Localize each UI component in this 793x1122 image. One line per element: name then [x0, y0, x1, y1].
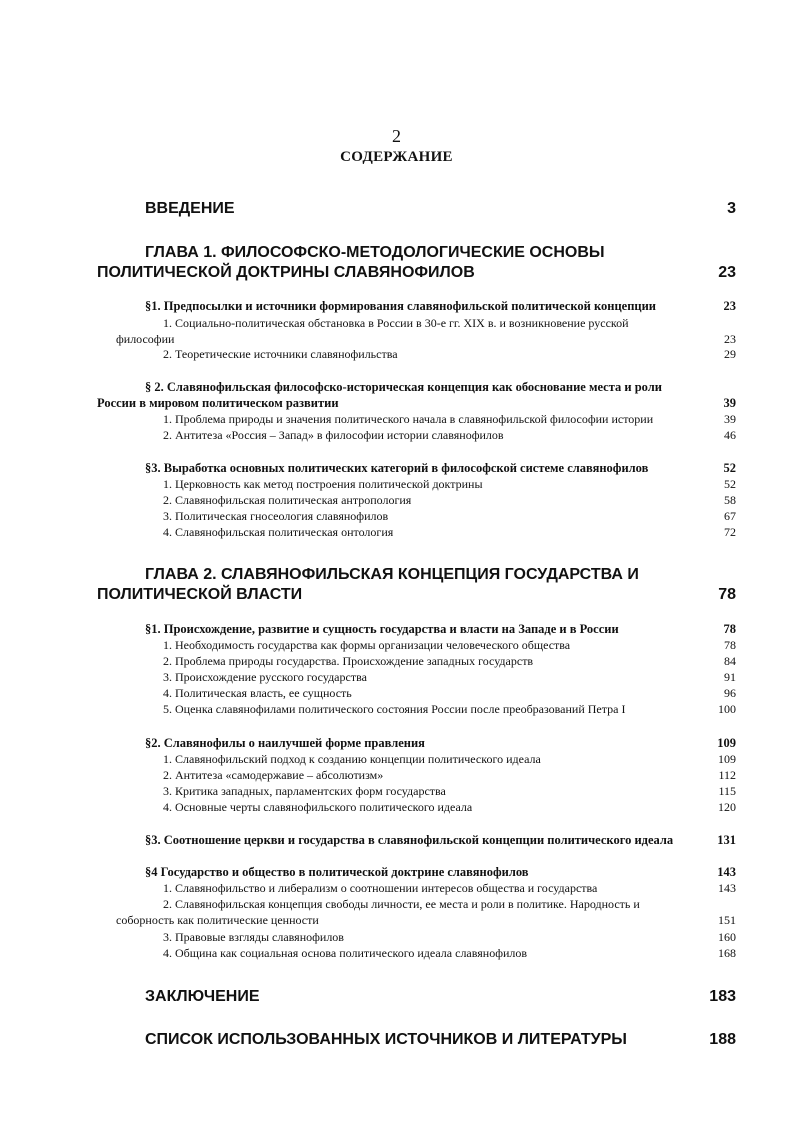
ch1-s1-item2: 2. Теоретические источники славянофильства — [163, 347, 398, 361]
ch2-s4-item1: 1. Славянофильство и либерализм о соотношении интересов общества и государства — [163, 881, 598, 895]
ch1-s2-item1-page: 39 — [724, 412, 736, 426]
ch2-s4-item4: 4. Община как социальная основа политического идеала славянофилов — [163, 946, 528, 960]
ch2-s3-title: §3. Соотношение церкви и государства в славянофильской концепции политического идеала — [145, 833, 674, 847]
ch2-s2-item4: 4. Основные черты славянофильского политического идеала — [163, 800, 473, 814]
ch2-s4-item2-line1: 2. Славянофильская концепция свободы личности, ее места и роли в политике. Народность и — [163, 897, 640, 911]
ch1-s1-title: §1. Предпосылки и источники формирования славянофильской политической концепции — [145, 299, 657, 313]
ch1-s3-title: §3. Выработка основных политических категорий в философской системе славянофилов — [145, 461, 649, 475]
ch1-s1-item1-line1: 1. Социально-политическая обстановка в России в 30-е гг. XIX в. и возникновение русской — [163, 316, 629, 330]
ch2-s1-item4-page: 96 — [724, 686, 736, 700]
page-title: СОДЕРЖАНИЕ — [340, 149, 453, 165]
ch2-s4-item1-page: 143 — [718, 881, 736, 895]
ch2-s1-item3: 3. Происхождение русского государства — [163, 670, 367, 684]
ch2-s4-title: §4 Государство и общество в политической доктрине славянофилов — [145, 865, 529, 879]
chapter2-title-line1: ГЛАВА 2. СЛАВЯНОФИЛЬСКАЯ КОНЦЕПЦИЯ ГОСУДАРСТВА И — [145, 566, 639, 583]
ch2-s2-title: §2. Славянофилы о наилучшей форме правления — [145, 736, 425, 750]
ch2-s1-item1: 1. Необходимость государства как формы организации человеческого общества — [163, 638, 571, 652]
ch2-s1-title: §1. Происхождение, развитие и сущность государства и власти на Западе и в России — [145, 622, 619, 636]
ch2-s4-item3: 3. Правовые взгляды славянофилов — [163, 930, 344, 944]
ch2-s4-item2-page: 151 — [718, 913, 736, 927]
toc-sources-title: СПИСОК ИСПОЛЬЗОВАННЫХ ИСТОЧНИКОВ И ЛИТЕРАТУРЫ — [145, 1031, 627, 1048]
chapter2-title-line2: ПОЛИТИЧЕСКОЙ ВЛАСТИ — [97, 586, 303, 603]
ch1-s2-page: 39 — [723, 396, 736, 410]
ch2-s2-item1-page: 109 — [718, 752, 736, 766]
ch2-s2-item3: 3. Критика западных, парламентских форм государства — [163, 784, 446, 798]
ch2-s1-item2: 2. Проблема природы государства. Происхождение западных государств — [163, 654, 534, 668]
ch1-s1-item1-page: 23 — [724, 332, 736, 346]
toc-intro-page: 3 — [727, 200, 736, 217]
ch2-s1-item4: 4. Политическая власть, ее сущность — [163, 686, 352, 700]
ch2-s2-page: 109 — [717, 736, 736, 750]
ch1-s1-item2-page: 29 — [724, 347, 736, 361]
ch2-s4-item3-page: 160 — [718, 930, 736, 944]
ch1-s3-item4-page: 72 — [724, 525, 736, 539]
ch2-s1-item1-page: 78 — [724, 638, 736, 652]
ch1-s1-page: 23 — [723, 299, 736, 313]
page-number: 2 — [392, 126, 401, 146]
ch2-s4-item4-page: 168 — [718, 946, 736, 960]
ch1-s3-item1-page: 52 — [724, 477, 736, 491]
ch1-s3-item2-page: 58 — [724, 493, 736, 507]
chapter1-title-line1: ГЛАВА 1. ФИЛОСОФСКО-МЕТОДОЛОГИЧЕСКИЕ ОСНОВЫ — [145, 244, 605, 261]
ch2-s2-item1: 1. Славянофильский подход к созданию концепции политического идеала — [163, 752, 541, 766]
ch1-s2-item1: 1. Проблема природы и значения политического начала в славянофильской философии истории — [163, 412, 654, 426]
chapter1-title-line2: ПОЛИТИЧЕСКОЙ ДОКТРИНЫ СЛАВЯНОФИЛОВ — [97, 264, 475, 281]
toc-sources-page: 188 — [709, 1031, 736, 1048]
ch1-s2-title-line2: России в мировом политическом развитии — [97, 396, 339, 410]
ch1-s2-title-line1: § 2. Славянофильская философско-историческая концепция как обоснование места и роли — [145, 380, 662, 394]
toc-intro-title: ВВЕДЕНИЕ — [145, 200, 235, 217]
ch2-s3-page: 131 — [717, 833, 736, 847]
ch2-s4-page: 143 — [717, 865, 736, 879]
ch1-s3-item2: 2. Славянофильская политическая антропология — [163, 493, 412, 507]
ch1-s3-page: 52 — [723, 461, 736, 475]
ch2-s4-item2-line2: соборность как политические ценности — [116, 913, 319, 927]
ch2-s1-item3-page: 91 — [724, 670, 736, 684]
chapter2-page: 78 — [718, 586, 736, 603]
ch1-s1-item1-line2: философии — [116, 332, 175, 346]
ch1-s3-item3-page: 67 — [724, 509, 736, 523]
ch1-s2-item2-page: 46 — [724, 428, 736, 442]
ch2-s2-item3-page: 115 — [718, 784, 736, 798]
toc-conclusion-title: ЗАКЛЮЧЕНИЕ — [145, 988, 260, 1005]
ch2-s2-item4-page: 120 — [718, 800, 736, 814]
ch2-s2-item2-page: 112 — [718, 768, 736, 782]
ch1-s3-item1: 1. Церковность как метод построения политической доктрины — [163, 477, 483, 491]
ch1-s3-item3: 3. Политическая гносеология славянофилов — [163, 509, 389, 523]
ch2-s1-item2-page: 84 — [724, 654, 736, 668]
toc-conclusion-page: 183 — [709, 988, 736, 1005]
ch1-s2-item2: 2. Антитеза «Россия – Запад» в философии истории славянофилов — [163, 428, 504, 442]
chapter1-page: 23 — [718, 264, 736, 281]
ch2-s2-item2: 2. Антитеза «самодержавие – абсолютизм» — [163, 768, 384, 782]
ch2-s1-item5: 5. Оценка славянофилами политического состояния России после преобразований Петра I — [163, 702, 626, 716]
ch2-s1-item5-page: 100 — [718, 702, 736, 716]
ch2-s1-page: 78 — [723, 622, 736, 636]
ch1-s3-item4: 4. Славянофильская политическая онтология — [163, 525, 394, 539]
